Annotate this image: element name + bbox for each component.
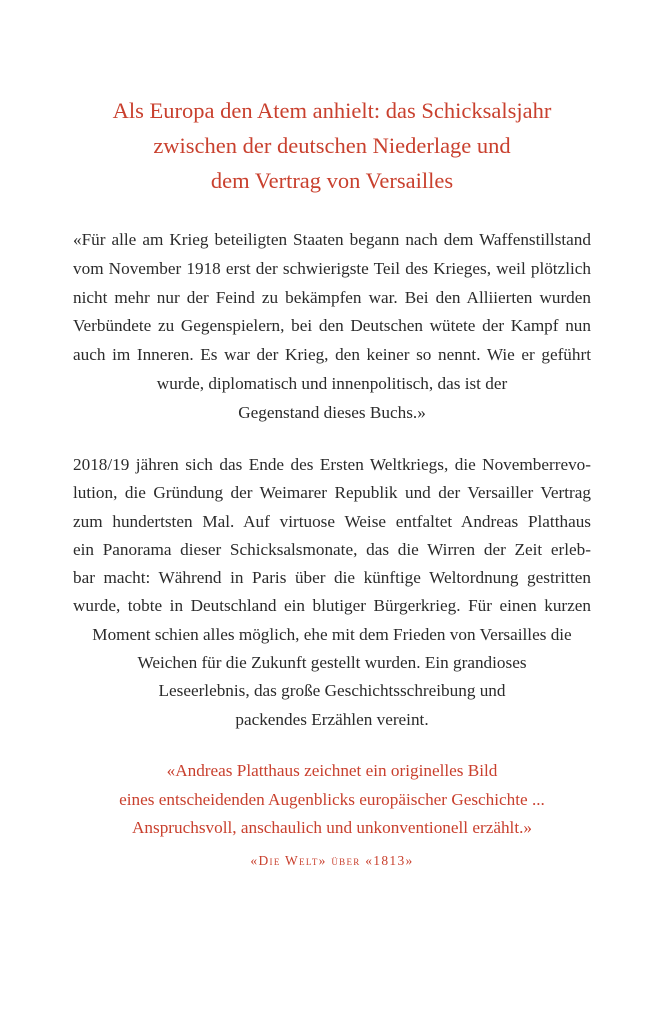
blurb-line: Moment schien alles möglich, ehe mit dem Frieden von Versailles die xyxy=(92,624,572,644)
review-line: Anspruchsvoll, anschaulich und unkonventionell erzählt.» xyxy=(132,818,532,837)
blurb-line: packendes Erzählen vereint. xyxy=(235,709,429,729)
quote-line: Verbündete zu Gegenspielern, bei den Deutschen wütete der Kampf nun xyxy=(73,316,591,336)
headline-line: dem Vertrag von Versailles xyxy=(210,168,454,193)
headline-line: zwischen der deutschen Niederlage und xyxy=(153,133,511,158)
quote-line: nicht mehr nur der Feind zu bekämpfen war. Bei den Alliierten wurden xyxy=(73,287,591,307)
blurb-line: wurde, tobte in Deutschland ein blutiger Bürgerkrieg. Für einen kurzen xyxy=(73,596,591,616)
blurb-line: zum hundertsten Mal. Auf virtuose Weise entfaltet Andreas Platthaus xyxy=(73,511,591,531)
headline xyxy=(60,93,604,198)
quote-line: wurde, diplomatisch und innenpolitisch, das ist der xyxy=(156,373,508,393)
quote-line: auch im Inneren. Es war der Krieg, den keiner so nennt. Wie er geführt xyxy=(73,345,591,365)
review-source: «Die Welt» über «1813» xyxy=(250,853,414,868)
author-quote xyxy=(73,226,591,428)
blurb-paragraph xyxy=(73,451,591,734)
press-review xyxy=(60,757,604,843)
blurb-line: ein Panorama dieser Schicksalsmonate, das die Wirren der Zeit erleb- xyxy=(73,539,591,559)
quote-line: «Für alle am Krieg beteiligten Staaten begann nach dem Waffenstillstand xyxy=(73,230,591,249)
headline-line: Als Europa den Atem anhielt: das Schicksalsjahr xyxy=(112,98,552,123)
blurb-line: lution, die Gründung der Weimarer Republik und der Versailler Vertrag xyxy=(73,483,591,503)
blurb-line: Leseerlebnis, das große Geschichtsschreibung und xyxy=(158,681,506,701)
blurb-line: Weichen für die Zukunft gestellt wurden. Ein grandioses xyxy=(137,653,527,673)
blurb-line: 2018/19 jähren sich das Ende des Ersten Weltkriegs, die Novemberrevo- xyxy=(73,455,591,474)
quote-line: Gegenstand dieses Buchs.» xyxy=(238,402,426,422)
blurb-line: bar macht: Während in Paris über die künftige Weltordnung gestritten xyxy=(73,568,591,588)
review-line: eines entscheidenden Augenblicks europäischer Geschichte ... xyxy=(119,789,545,809)
review-line: «Andreas Platthaus zeichnet ein originelles Bild xyxy=(166,761,498,780)
quote-line: vom November 1918 erst der schwierigste Teil des Krieges, weil plötzlich xyxy=(73,258,591,278)
